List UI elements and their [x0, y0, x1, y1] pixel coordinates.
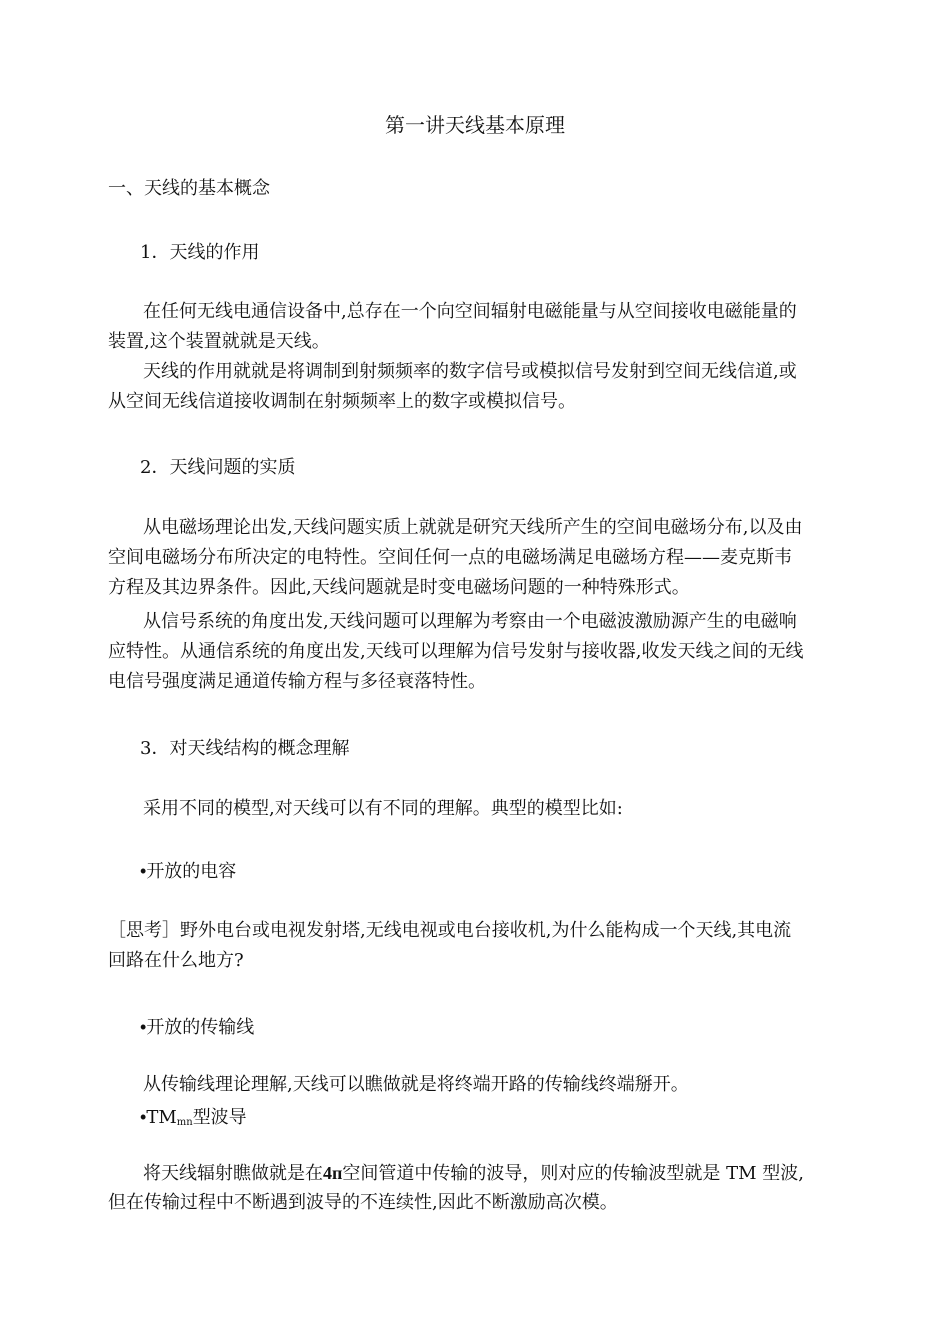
bullet-text-tm: TM	[146, 1107, 177, 1128]
paragraph-line: 装置,这个装置就就是天线。	[108, 331, 330, 352]
bullet-icon: •	[140, 1107, 147, 1127]
bullet-text: 开放的电容	[146, 861, 237, 882]
paragraph-text: 空间管道中传输的波导，则对应的传输波型就是 TM 型波,	[342, 1163, 804, 1184]
paragraph-line: 从电磁场理论出发,天线问题实质上就就是研究天线所产生的空间电磁场分布,以及由	[143, 517, 803, 538]
paragraph-line: ［思考］野外电台或电视发射塔,无线电视或电台接收机,为什么能构成一个天线,其电流	[108, 920, 792, 941]
paragraph-line: 空间电磁场分布所决定的电特性。空间任何一点的电磁场满足电磁场方程——麦克斯韦	[108, 547, 792, 568]
paragraph-line: 采用不同的模型,对天线可以有不同的理解。典型的模型比如:	[143, 798, 623, 819]
paragraph-line	[143, 1160, 804, 1187]
paragraph-line: 从信号系统的角度出发,天线问题可以理解为考察由一个电磁波激励源产生的电磁响	[143, 611, 797, 632]
bullet-item	[140, 1104, 247, 1136]
paragraph-line: 电信号强度满足通道传输方程与多径衰落特性。	[108, 671, 486, 692]
bullet-icon: •	[140, 1017, 147, 1037]
paragraph-line: 从空间无线信道接收调制在射频频率上的数字或模拟信号。	[108, 391, 576, 412]
bullet-text-tail: 型波导	[192, 1107, 247, 1128]
section-heading: 一、天线的基本概念	[108, 178, 270, 199]
paragraph-line: 回路在什么地方?	[108, 950, 244, 971]
paragraph-line: 从传输线理论理解,天线可以瞧做就是将终端开路的传输线终端掰开。	[143, 1074, 689, 1095]
bullet-text-subscript: mn	[176, 1117, 193, 1128]
bullet-text: 开放的传输线	[146, 1017, 255, 1038]
subsection-heading: 2．天线问题的实质	[140, 457, 296, 478]
paragraph-line: 在任何无线电通信设备中,总存在一个向空间辐射电磁能量与从空间接收电磁能量的	[143, 301, 797, 322]
subsection-heading: 3．对天线结构的概念理解	[140, 738, 350, 759]
document-title: 第一讲天线基本原理	[385, 113, 565, 137]
paragraph-line: 方程及其边界条件。因此,天线问题就是时变电磁场问题的一种特殊形式。	[108, 577, 690, 598]
subsection-heading: 1．天线的作用	[140, 242, 260, 263]
paragraph-line: 应特性。从通信系统的角度出发,天线可以理解为信号发射与接收器,收发天线之间的无线	[108, 641, 804, 662]
paragraph-text: 将天线辐射瞧做就是在	[143, 1163, 323, 1184]
bullet-item	[140, 858, 236, 885]
bullet-item	[140, 1014, 254, 1041]
paragraph-formula: 4п	[323, 1163, 343, 1183]
bullet-icon: •	[140, 861, 147, 881]
paragraph-line: 但在传输过程中不断遇到波导的不连续性,因此不断激励高次模。	[108, 1192, 618, 1213]
paragraph-line: 天线的作用就就是将调制到射频频率的数字信号或模拟信号发射到空间无线信道,或	[143, 361, 797, 382]
